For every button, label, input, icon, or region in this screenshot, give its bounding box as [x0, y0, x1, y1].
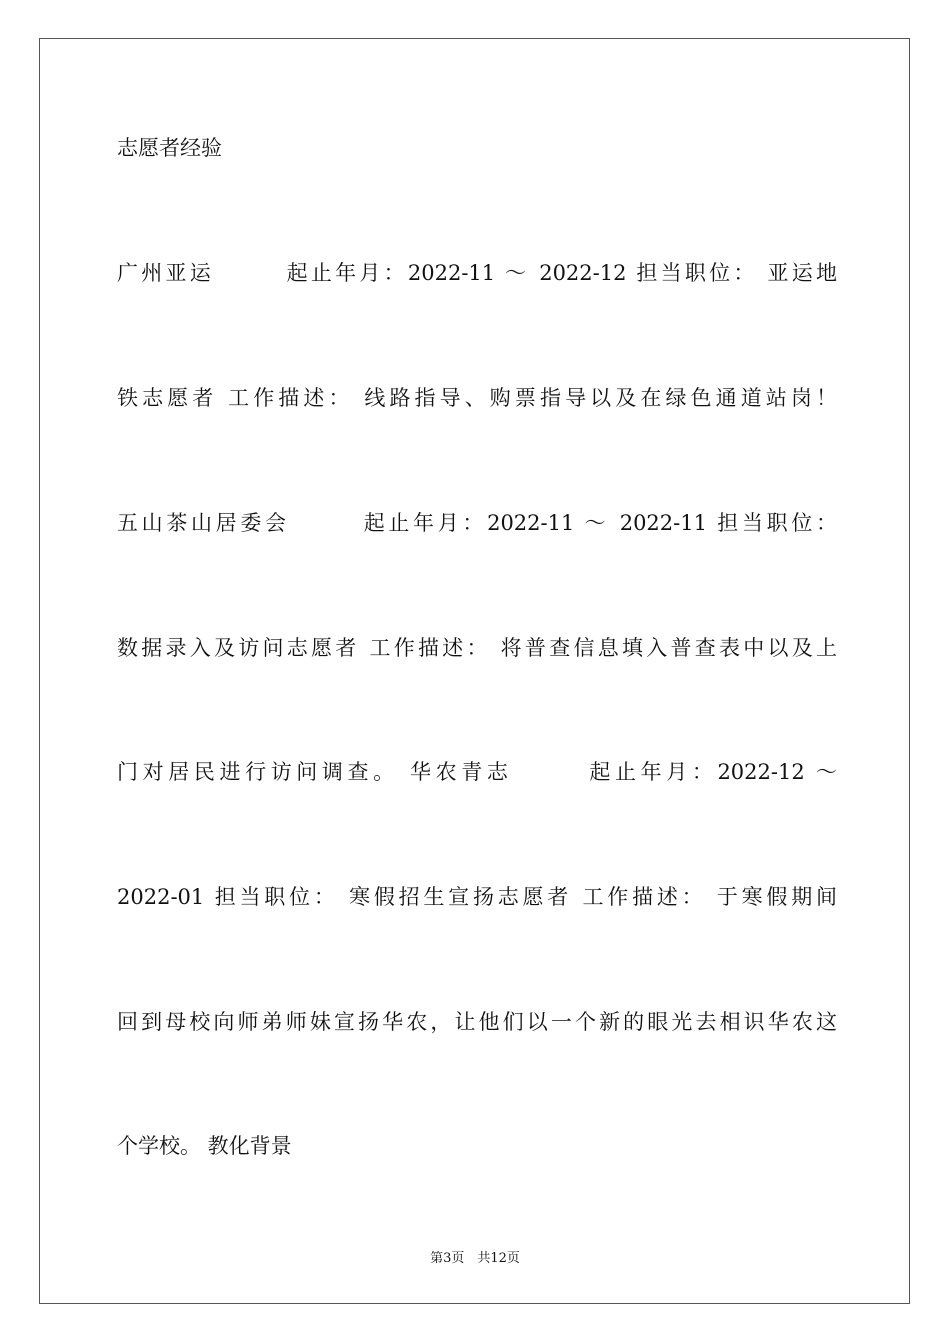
page-border	[39, 38, 910, 1304]
text-line-7: 回到母校向师弟师妹宣扬华农，让他们以一个新的眼光去相识华农这	[117, 1010, 837, 1034]
page-number-footer: 第3页 共12页	[430, 1251, 520, 1266]
text-line-6: 2022-01 担当职位： 寒假招生宣扬志愿者 工作描述： 于寒假期间	[117, 885, 837, 909]
text-line-1: 广州亚运 起止年月：2022-11 ～ 2022-12 担当职位： 亚运地	[117, 261, 837, 285]
text-line-4: 数据录入及访问志愿者 工作描述： 将普查信息填入普查表中以及上	[117, 636, 837, 660]
text-line-5: 门对居民进行访问调查。 华农青志 起止年月：2022-12 ～	[117, 760, 837, 784]
text-line-8: 个学校。 教化背景	[117, 1134, 292, 1158]
text-line-3: 五山茶山居委会 起止年月：2022-11 ～ 2022-11 担当职位：	[117, 511, 837, 535]
section-heading-volunteer: 志愿者经验	[117, 136, 222, 160]
text-line-2: 铁志愿者 工作描述： 线路指导、购票指导以及在绿色通道站岗！	[117, 386, 837, 410]
